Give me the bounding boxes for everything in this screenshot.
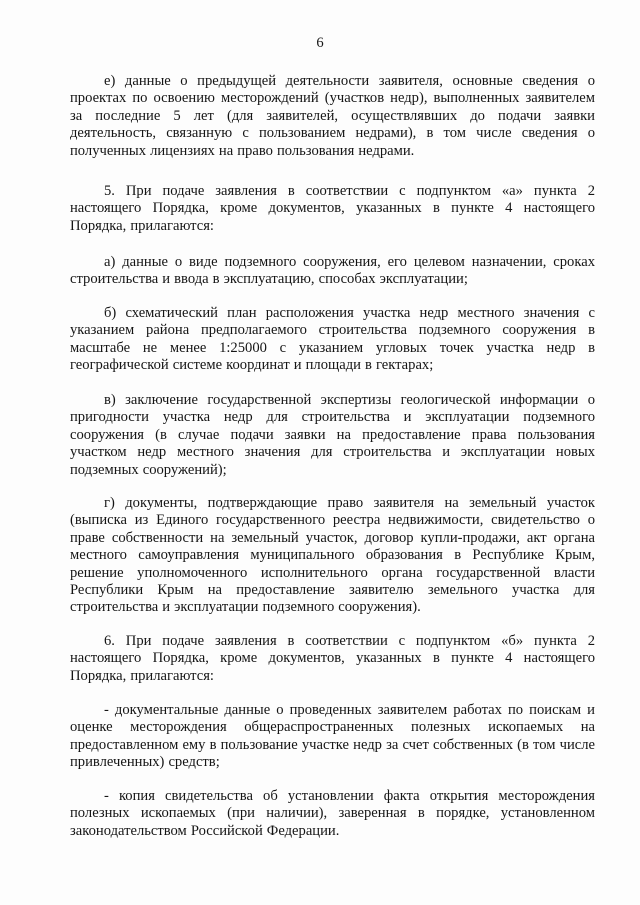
page-number: 6 <box>316 35 324 51</box>
paragraph-item-b: б) схематический план расположения участка недр местного значения с указанием района предполагаемого строительства подземного сооружения в масштабе не менее 1:25000 с указанием угловых точек участка недр в географической системе координат и площади в гектарах; <box>70 305 595 374</box>
paragraph-dash-2: - копия свидетельства об установлении факта открытия месторождения полезных ископаемых (при наличии), заверенная в порядке, установленном законодательством Российской Федерации. <box>70 788 595 839</box>
paragraph-item-v: в) заключение государственной экспертизы геологической информации о пригодности участка недр для строительства и эксплуатации подземного сооружения (в случае подачи заявки на предоставление права пользования участком недр местного значения для строительства и эксплуатации новых подземных сооружений); <box>70 392 595 478</box>
paragraph-dash-1: - документальные данные о проведенных заявителем работах по поискам и оценке месторождения общераспространенных полезных ископаемых на предоставленном ему в пользование участке недр за счет собственных (в том числе привлеченных) средств; <box>70 702 595 771</box>
paragraph-item-e: е) данные о предыдущей деятельности заявителя, основные сведения о проектах по освоению месторождений (участков недр), выполненных заявителем за последние 5 лет (для заявителей, осуществлявших до подачи заявки деятельность, связанную с пользованием недрами), в том числе сведения о полученных лицензиях на право пользования недрами. <box>70 73 595 159</box>
paragraph-item-g: г) документы, подтверждающие право заявителя на земельный участок (выписка из Единого государственного реестра недвижимости, свидетельство о праве собственности на земельный участок, договор купли-продажи, акт органа местного самоуправления муниципального образования в Республике Крым, решение уполномоченного исполнительного органа государственной власти Республики Крым на предоставление заявителю земельного участка для строительства и эксплуатации подземного сооружения). <box>70 495 595 616</box>
paragraph-point-5: 5. При подаче заявления в соответствии с подпунктом «а» пункта 2 настоящего Порядка, кроме документов, указанных в пункте 4 настоящего Порядка, прилагаются: <box>70 183 595 234</box>
paragraph-item-a: а) данные о виде подземного сооружения, его целевом назначении, сроках строительства и ввода в эксплуатацию, способах эксплуатации; <box>70 254 595 288</box>
paragraph-point-6: 6. При подаче заявления в соответствии с подпунктом «б» пункта 2 настоящего Порядка, кроме документов, указанных в пункте 4 настоящего Порядка, прилагаются: <box>70 633 595 684</box>
